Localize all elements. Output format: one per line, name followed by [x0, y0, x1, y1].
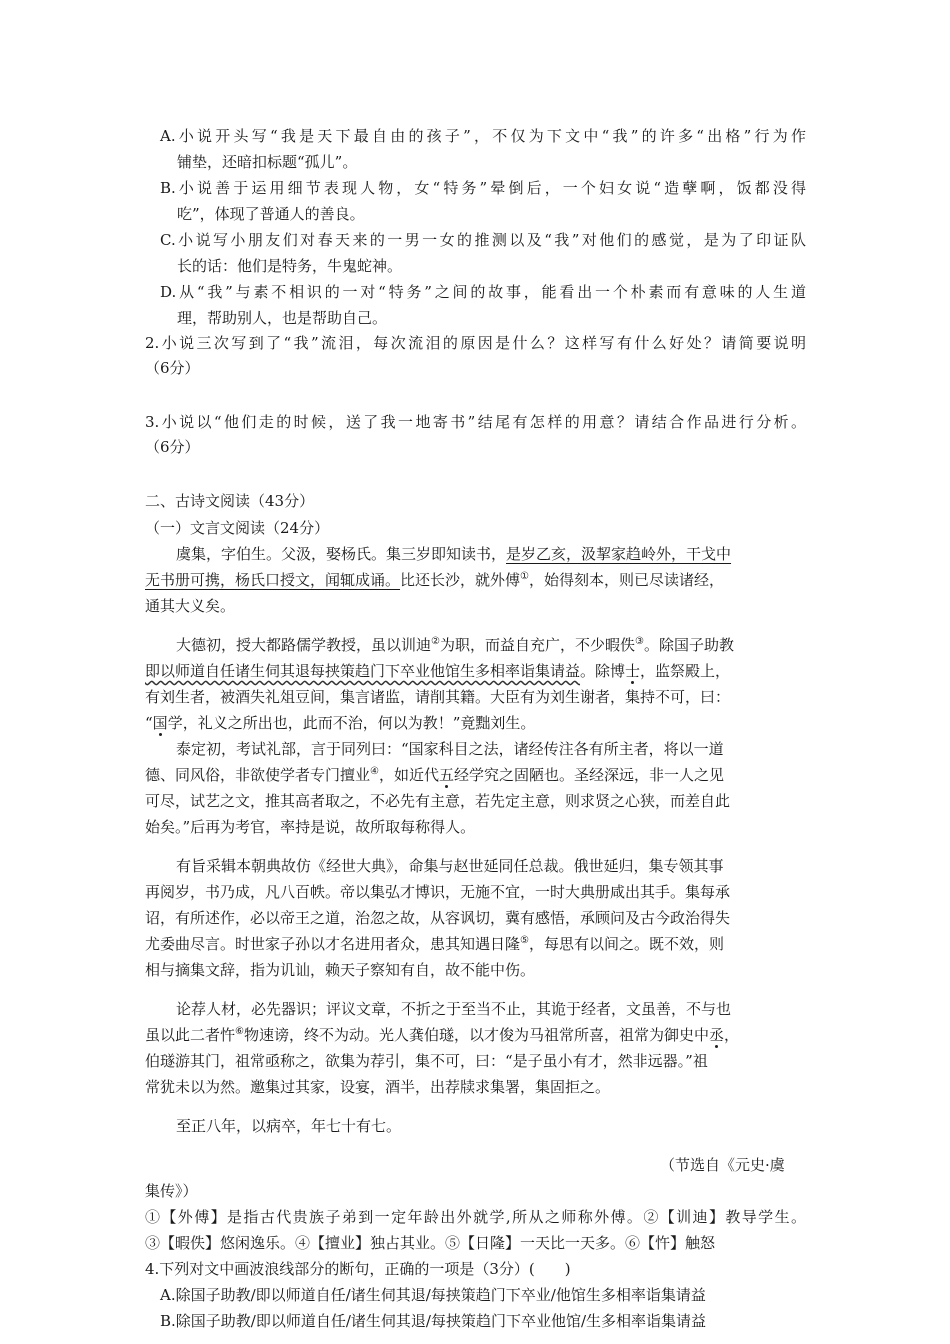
annotation-line-2: ③【暇佚】悠闲逸乐。④【擅业】独占其业。⑤【日隆】一天比一天多。⑥【忤】触怒	[145, 1234, 716, 1252]
p5-text: ，	[724, 1026, 740, 1044]
p2-text: 。除博	[580, 662, 626, 680]
p1-text: 比还长沙，就外傅	[400, 571, 521, 589]
underlined-sentence: 是岁乙亥，汲挈家趋岭外，干戈中	[506, 545, 732, 563]
p5-line-2	[145, 1022, 739, 1048]
footnote-marker: ⑥	[235, 1026, 244, 1037]
footnote-marker: ②	[431, 636, 440, 647]
p1-text: 虞集，字伯生。父汲，娶杨氏。集三岁即知读书，	[176, 545, 507, 563]
subsection-heading: （一）文言文阅读（24分）	[145, 519, 330, 537]
footnote-marker: ③	[635, 636, 644, 647]
dotted-char: 国	[152, 714, 168, 732]
footnote-marker: ①	[520, 571, 529, 582]
p3-line-1: 泰定初，考试礼部，言于同列曰：“国家科目之法，诸经传注各有所主者，将以一道	[176, 740, 724, 758]
underlined-sentence-end: 无书册可携，杨氏口授文，闻辄成诵。	[145, 571, 401, 589]
p2-text: “	[145, 714, 153, 732]
source-citation: （节选自《元史·虞	[660, 1156, 785, 1174]
p2-text: 。除国子助教	[643, 636, 734, 654]
option-c-line2: 长的话：他们是特务，牛鬼蛇神。	[177, 257, 403, 275]
source-citation-end: 集传》）	[145, 1182, 198, 1200]
question-4-option-b: B.除国子助教/即以师道自任/诸生伺其退/每挟策趋门下卒业他馆/生多相率诣集请益	[160, 1312, 707, 1330]
option-b-line1: B.小说善于运用细节表现人物，女“特务”晕倒后，一个妇女说“造孽啊，饭都没得	[160, 179, 806, 197]
dotted-char: 丞	[709, 1026, 725, 1044]
p5-text: 虽以此二者忤	[145, 1026, 236, 1044]
p4-line-3: 诏，有所述作，必以帝王之道，治忽之故，从容讽切，冀有感悟，承顾问及古今政治得失	[145, 909, 731, 927]
option-d-line2: 理，帮助别人，也是帮助自己。	[177, 309, 388, 327]
wavy-underlined-sentence: 即以师道自任诸生伺其退每挟策趋门下卒业他馆生多相率诣集请益	[145, 662, 581, 680]
dotted-char: 士	[625, 662, 641, 680]
question-4: 4.下列对文中画波浪线部分的断句，正确的一项是（3分）( )	[145, 1260, 571, 1278]
p2-line-1	[176, 632, 734, 658]
p4-line-4	[145, 931, 724, 957]
p3-text: 经学究之固陋也。圣经深远，非一人之见	[454, 766, 725, 784]
p4-line-5: 相与摘集文辞，指为讥讪，赖天子察知有自，故不能中伤。	[145, 961, 536, 979]
question-2: 2.小说三次写到了“我”流泪，每次流泪的原因是什么？这样写有什么好处？请简要说明	[145, 334, 806, 352]
p1-text: ，始得刻本，则已尽读诸经，	[529, 571, 725, 589]
p2-line-4	[145, 710, 535, 736]
section-heading: 二、古诗文阅读（43分）	[145, 492, 315, 510]
question-4-option-a: A.除国子助教/即以师道自任/诸生伺其退/每挟策趋门下卒业/他馆生多相率诣集请益	[160, 1286, 706, 1304]
p2-text: ，监祭殿上，	[640, 662, 731, 680]
annotation-line-1: ①【外傅】是指古代贵族子弟到一定年龄出外就学,所从之师称外傅。②【训迪】教导学生。	[145, 1208, 806, 1226]
p2-text: 为职，而益自充广，不少暇佚	[439, 636, 635, 654]
p5-line-1: 论荐人材，必先器识；评议文章，不折之于至当不止，其诡于经者，文虽善，不与也	[176, 1000, 732, 1018]
p2-text: 大德初，授大都路儒学教授，虽以训迪	[176, 636, 432, 654]
p2-text: 学，礼义之所出也，此而不治，何以为教！”竟黜刘生。	[167, 714, 536, 732]
passage-paragraph-6: 至正八年，以病卒，年七十有七。	[176, 1117, 402, 1135]
footnote-marker: ⑤	[520, 935, 529, 946]
option-a-line2: 铺垫，还暗扣标题“孤儿”。	[177, 153, 358, 171]
p3-text: ，如近代	[378, 766, 439, 784]
option-a-line1: A.小说开头写“我是天下最自由的孩子”，不仅为下文中“我”的许多“出格”行为作	[160, 127, 806, 145]
p1-line-1	[176, 541, 731, 567]
p3-line-3: 可尽，试艺之文，推其高者取之，不必先有主意，若先定主意，则求贤之心狭，而差自此	[145, 792, 731, 810]
p4-line-2: 再阅岁，书乃成，凡八百帙。帝以集弘才博识，无施不宜，一时大典册咸出其手。集每承	[145, 883, 731, 901]
question-3-score: （6分）	[145, 438, 200, 456]
p3-text: 德、同风俗，非欲使学者专门擅业	[145, 766, 371, 784]
question-2-score: （6分）	[145, 359, 200, 377]
p4-text: 尤委曲尽言。时世家子孙以才名进用者众，患其知遇日隆	[145, 935, 521, 953]
question-3: 3.小说以“他们走的时候，送了我一地寄书”结尾有怎样的用意？请结合作品进行分析。	[145, 413, 806, 431]
dotted-char: 五	[439, 766, 455, 784]
p1-line-3: 通其大义矣。	[145, 597, 236, 615]
p4-text: ，每思有以间之。既不效，则	[528, 935, 724, 953]
option-d-line1: D.从“我”与素不相识的一对“特务”之间的故事，能看出一个朴素而有意味的人生道	[160, 283, 806, 301]
p5-line-3: 伯璲游其门，祖常亟称之，欲集为荐引，集不可，曰：“是子虽小有才，然非远器。”祖	[145, 1052, 708, 1070]
p3-line-4: 始矣。”后再为考官，率持是说，故所取每称得人。	[145, 818, 476, 836]
p4-line-1: 有旨采辑本朝典故仿《经世大典》，命集与赵世延同任总裁。俄世延归，集专领其事	[176, 857, 724, 875]
p5-text: 物速谤，终不为动。光人龚伯璲，以才俊为马祖常所喜，祖常为御史中	[243, 1026, 709, 1044]
p5-line-4: 常犹未以为然。邀集过其家，设宴，酒半，出荐牍求集署，集固拒之。	[145, 1078, 611, 1096]
p3-line-2	[145, 762, 724, 788]
footnote-marker: ④	[370, 766, 379, 777]
p1-line-2	[145, 567, 724, 593]
option-c-line1: C.小说写小朋友们对春天来的一男一女的推测以及“我”对他们的感觉，是为了印证队	[160, 231, 806, 249]
option-b-line2: 吃”，体现了普通人的善良。	[177, 205, 365, 223]
p2-line-3: 有刘生者，被酒失礼俎豆间，集言诸监，请削其籍。大臣有为刘生谢者，集持不可，曰：	[145, 688, 731, 706]
p2-line-2	[145, 658, 730, 684]
